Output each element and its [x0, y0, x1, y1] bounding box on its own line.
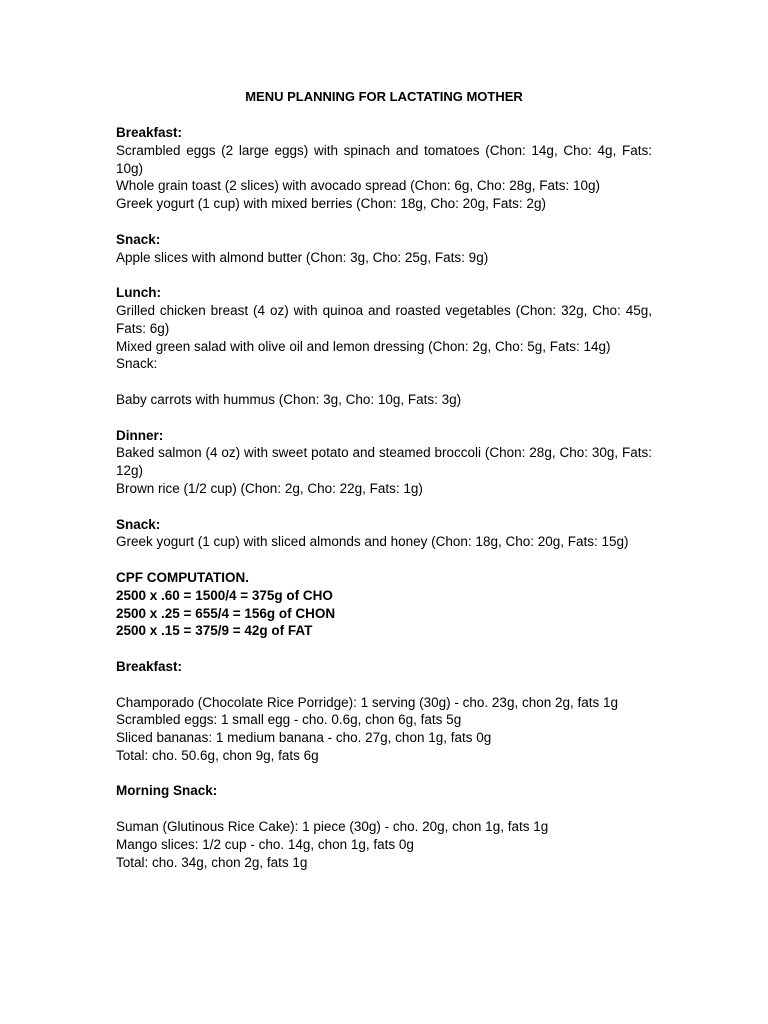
spacer: [116, 640, 652, 658]
breakfast-item: Champorado (Chocolate Rice Porridge): 1 serving (30g) - cho. 23g, chon 2g, fats 1g: [116, 694, 619, 710]
cpf-line: 2500 x .60 = 1500/4 = 375g of CHO: [116, 587, 333, 603]
spacer: [116, 765, 652, 783]
lunch-item: Grilled chicken breast (4 oz) with quinoa and roasted vegetables (Chon: 32g, Cho: 45g, Fats: 6g): [116, 302, 652, 336]
spacer: [116, 676, 652, 694]
morning-snack-heading: Morning Snack:: [116, 783, 218, 799]
cpf-heading: CPF COMPUTATION.: [116, 569, 249, 585]
breakfast-item: Whole grain toast (2 slices) with avocado spread (Chon: 6g, Cho: 28g, Fats: 10g): [116, 178, 600, 194]
breakfast-item: Sliced bananas: 1 medium banana - cho. 27g, chon 1g, fats 0g: [116, 730, 492, 746]
lunch-section: [116, 284, 652, 409]
dinner-item: Brown rice (1/2 cup) (Chon: 2g, Cho: 22g, Fats: 1g): [116, 480, 423, 496]
snack-item: Apple slices with almond butter (Chon: 3g, Cho: 25g, Fats: 9g): [116, 249, 489, 265]
dinner-section: [116, 427, 652, 498]
morning-snack-item: Mango slices: 1/2 cup - cho. 14g, chon 1g, fats 0g: [116, 836, 414, 852]
spacer: [116, 498, 652, 516]
breakfast-item: Scrambled eggs: 1 small egg - cho. 0.6g, chon 6g, fats 5g: [116, 712, 462, 728]
lunch-snack-item: Baby carrots with hummus (Chon: 3g, Cho: 10g, Fats: 3g): [116, 391, 462, 407]
morning-snack-section: [116, 782, 652, 871]
breakfast-plan-section: [116, 658, 652, 765]
cpf-line: 2500 x .15 = 375/9 = 42g of FAT: [116, 623, 313, 639]
breakfast-total: Total: cho. 50.6g, chon 9g, fats 6g: [116, 747, 319, 763]
morning-snack-total: Total: cho. 34g, chon 2g, fats 1g: [116, 854, 308, 870]
breakfast-item: Greek yogurt (1 cup) with mixed berries (Chon: 18g, Cho: 20g, Fats: 2g): [116, 196, 546, 212]
spacer: [116, 373, 652, 391]
dinner-heading: Dinner:: [116, 427, 164, 443]
lunch-item: Mixed green salad with olive oil and lemon dressing (Chon: 2g, Cho: 5g, Fats: 14g): [116, 338, 611, 354]
snack-item: Greek yogurt (1 cup) with sliced almonds and honey (Chon: 18g, Cho: 20g, Fats: 15g): [116, 534, 629, 550]
document-title: MENU PLANNING FOR LACTATING MOTHER: [245, 89, 523, 104]
dinner-item: Baked salmon (4 oz) with sweet potato and steamed broccoli (Chon: 28g, Cho: 30g, Fats: 12g): [116, 445, 652, 479]
breakfast-heading: Breakfast:: [116, 125, 183, 140]
snack-heading: Snack:: [116, 231, 161, 247]
breakfast-heading: Breakfast:: [116, 658, 183, 674]
spacer: [116, 800, 652, 818]
snack-section: [116, 231, 652, 267]
breakfast-item: Scrambled eggs (2 large eggs) with spinach and tomatoes (Chon: 14g, Cho: 4g, Fats: 10g): [116, 142, 652, 176]
lunch-heading: Lunch:: [116, 285, 161, 301]
evening-snack-section: [116, 516, 652, 552]
spacer: [116, 551, 652, 569]
morning-snack-item: Suman (Glutinous Rice Cake): 1 piece (30g) - cho. 20g, chon 1g, fats 1g: [116, 819, 549, 835]
lunch-snack-label: Snack:: [116, 356, 158, 372]
spacer: [116, 266, 652, 284]
cpf-line: 2500 x .25 = 655/4 = 156g of CHON: [116, 605, 336, 621]
breakfast-section: [116, 124, 652, 213]
cpf-computation-section: [116, 569, 652, 640]
snack-heading: Snack:: [116, 516, 161, 532]
spacer: [116, 213, 652, 231]
spacer: [116, 409, 652, 427]
